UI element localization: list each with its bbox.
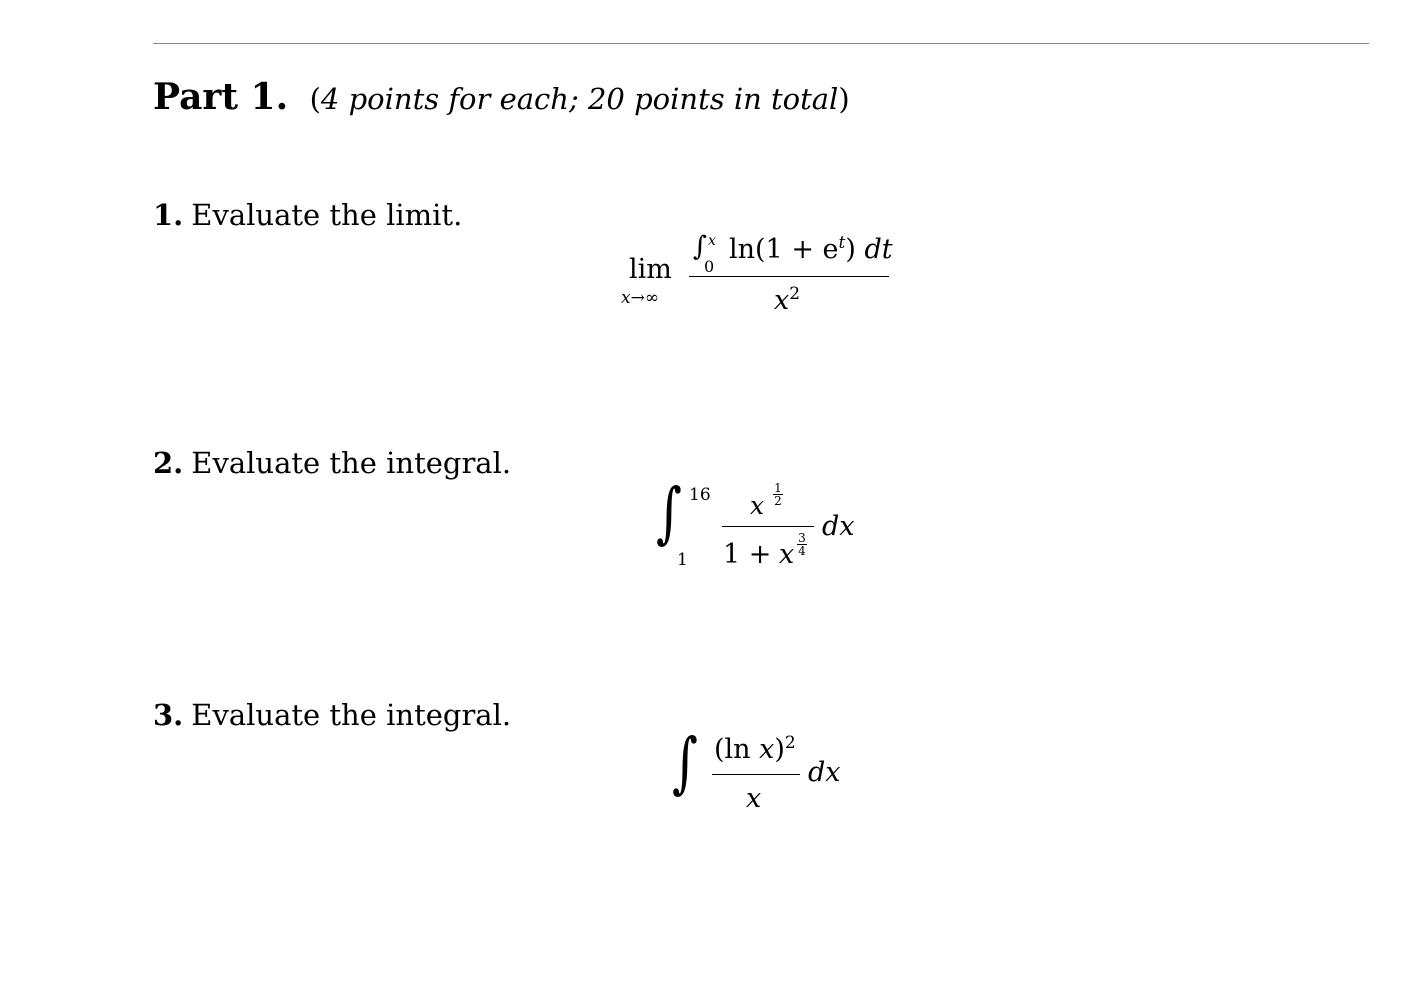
numerator-expression: $\ln(1 + e^t)$ dt [729, 233, 893, 265]
numerator-expression: (ln x)$^2$ [714, 733, 796, 765]
fraction-bar [689, 276, 889, 277]
question-2 [153, 446, 511, 480]
question-number: 2. [153, 446, 184, 480]
denominator-expression: x [746, 783, 762, 814]
integral-sign: ∫ [656, 474, 682, 551]
part-points-note: (4 points for each; 20 points in total) [309, 82, 850, 116]
denominator-exponent: 3 4 [798, 531, 806, 558]
question-number: 1. [153, 198, 184, 232]
denominator-base: x [779, 539, 795, 570]
fraction-bar [712, 774, 800, 775]
question-number: 3. [153, 698, 184, 732]
denominator-expression: $x^2$ [774, 284, 801, 316]
denominator-lead: 1 + [723, 539, 772, 570]
question-prompt: Evaluate the integral. [191, 446, 512, 480]
inner-lower-limit: 0 [704, 257, 715, 276]
part-title: Part 1. [153, 76, 289, 118]
numerator-base: x [750, 491, 765, 520]
differential: dx [808, 757, 841, 788]
top-rule [153, 43, 1369, 44]
question-1 [153, 198, 462, 232]
question-3 [153, 698, 511, 732]
lower-limit: 1 [677, 550, 688, 570]
numerator-exponent: 1 2 [774, 481, 782, 508]
fraction-bar [722, 526, 814, 527]
inner-upper-limit: x [708, 233, 716, 249]
integral-sign: ∫ [672, 724, 698, 801]
lim-subscript: x→∞ [621, 288, 659, 308]
question-prompt: Evaluate the limit. [191, 198, 463, 232]
differential: dx [822, 511, 855, 542]
upper-limit: 16 [689, 485, 711, 505]
inner-integral-sign: ∫ [693, 231, 708, 262]
question-prompt: Evaluate the integral. [191, 698, 512, 732]
lim-operator: lim [629, 254, 672, 285]
part-heading [153, 76, 850, 118]
